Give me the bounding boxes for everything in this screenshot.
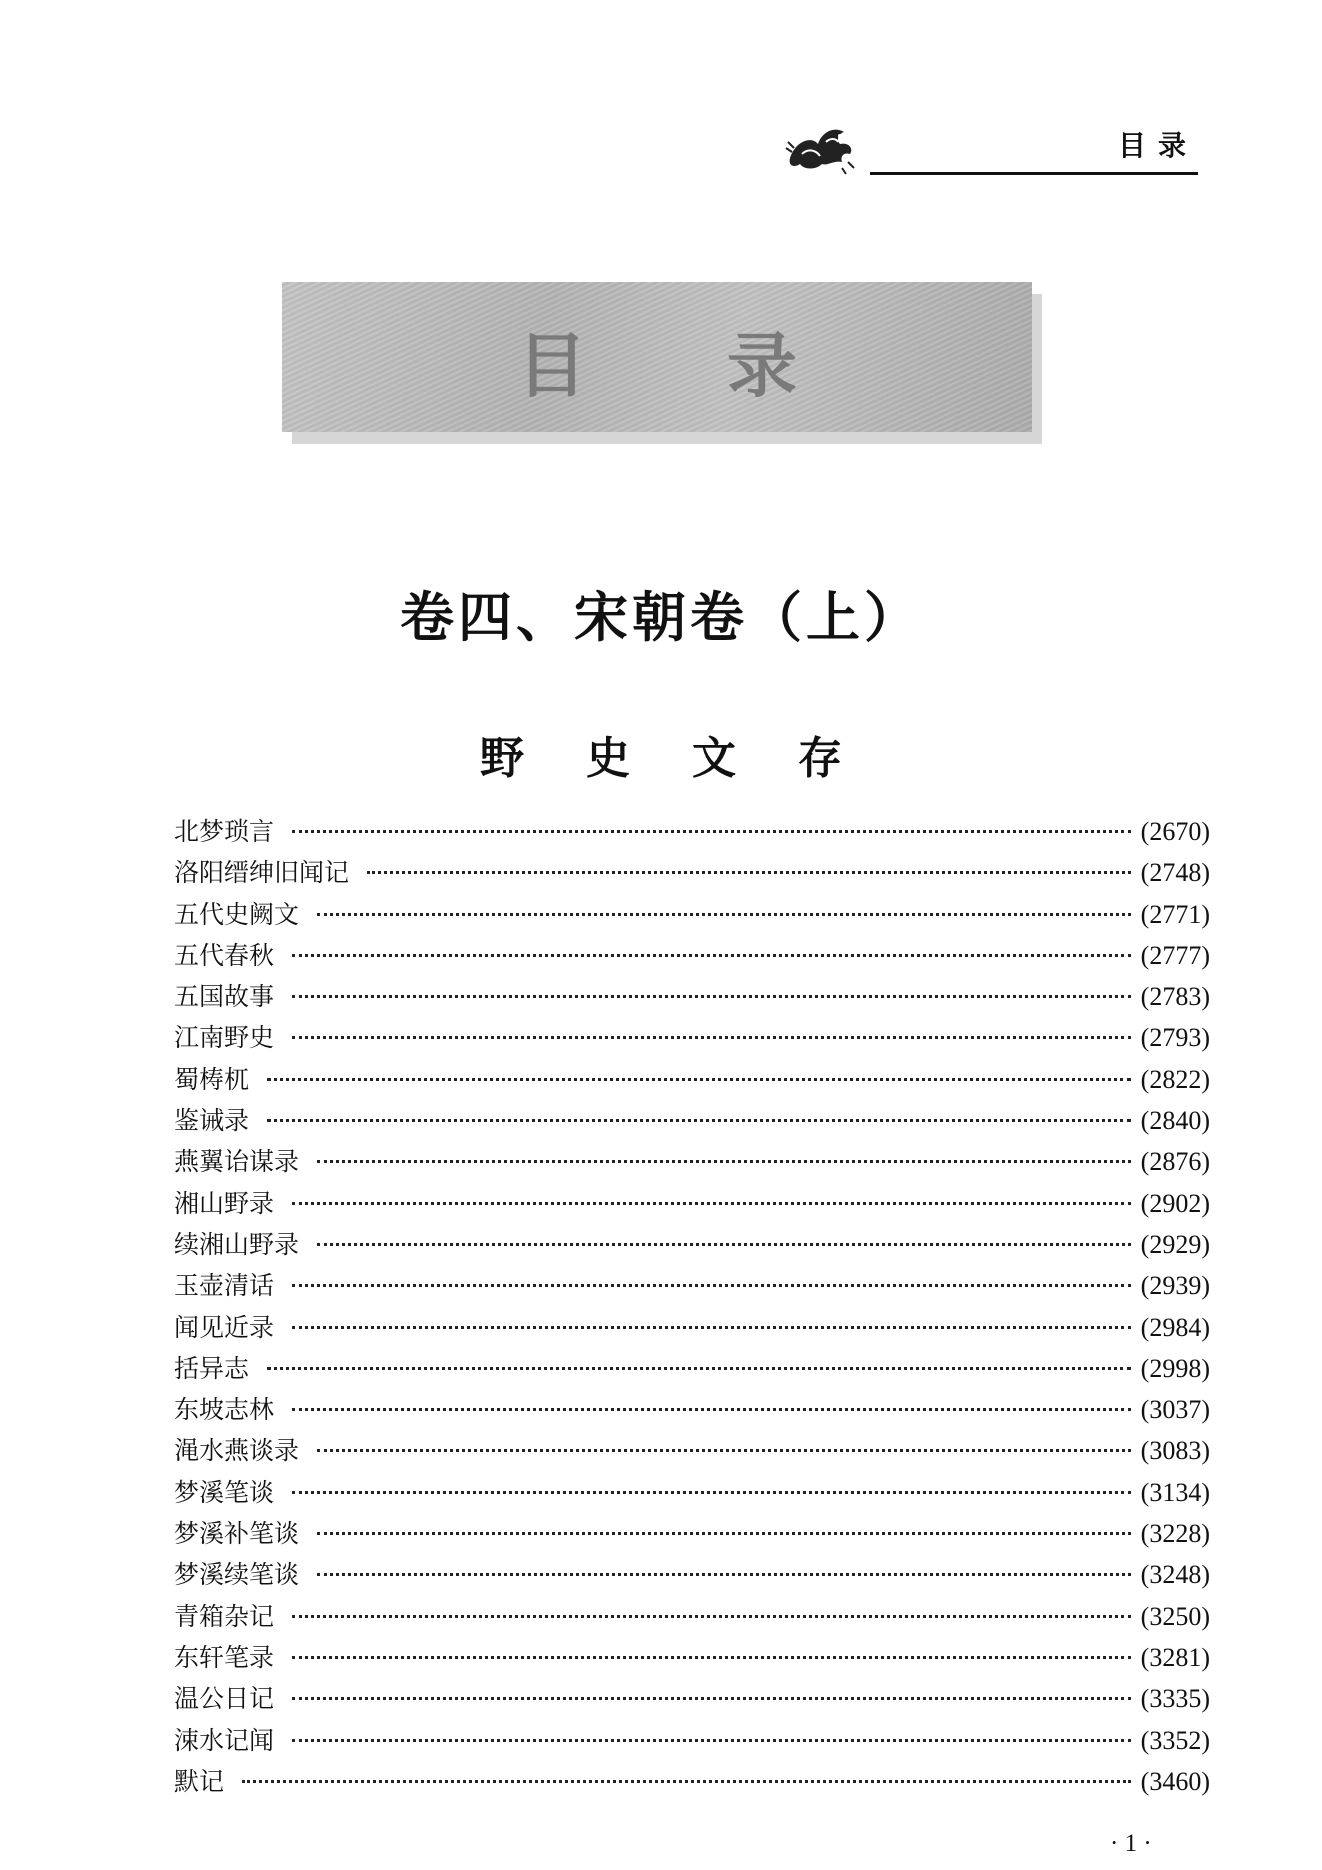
toc-entry-title: 江南野史	[174, 1023, 275, 1053]
toc-entry-page: (2771)	[1140, 899, 1210, 929]
dot-leader	[317, 1573, 1131, 1576]
toc-entry[interactable]	[174, 1390, 1210, 1431]
toc-entry-page: (2822)	[1140, 1064, 1210, 1094]
dot-leader	[292, 1491, 1131, 1494]
toc-entry-title: 青箱杂记	[174, 1601, 275, 1631]
toc-entry-page: (3134)	[1140, 1477, 1210, 1507]
title-banner	[282, 282, 1032, 432]
toc-entry-title: 梦溪笔谈	[174, 1477, 275, 1507]
dragon-icon	[782, 118, 858, 176]
toc-entry-page: (2748)	[1140, 858, 1210, 888]
toc-entry[interactable]	[174, 1018, 1210, 1059]
dot-leader	[292, 1326, 1131, 1329]
toc-entry-title: 鉴诫录	[174, 1106, 250, 1136]
toc-entry-page: (2929)	[1140, 1229, 1210, 1259]
toc-entry[interactable]	[174, 1142, 1210, 1183]
toc-entry-page: (2998)	[1140, 1353, 1210, 1383]
toc-entry[interactable]	[174, 1060, 1210, 1101]
toc-entry-title: 洛阳缙绅旧闻记	[174, 858, 350, 888]
toc-list	[174, 812, 1210, 1803]
toc-entry-page: (2783)	[1140, 982, 1210, 1012]
toc-entry[interactable]	[174, 1473, 1210, 1514]
section-title: 野史文存	[480, 733, 904, 784]
toc-entry-page: (2670)	[1140, 817, 1210, 846]
toc-entry[interactable]	[174, 1266, 1210, 1307]
toc-entry-title: 括异志	[174, 1353, 250, 1383]
toc-entry-title: 五国故事	[174, 982, 275, 1012]
toc-entry-title: 闻见近录	[174, 1312, 275, 1342]
toc-entry-page: (3083)	[1140, 1436, 1210, 1466]
toc-entry[interactable]	[174, 1184, 1210, 1225]
toc-entry-title: 梦溪补笔谈	[174, 1519, 300, 1549]
toc-entry[interactable]	[174, 936, 1210, 977]
toc-entry-title: 梦溪续笔谈	[174, 1560, 300, 1590]
dot-leader	[292, 1202, 1131, 1205]
toc-entry-title: 渑水燕谈录	[174, 1436, 300, 1466]
toc-entry-page: (3281)	[1140, 1642, 1210, 1672]
dot-leader	[292, 830, 1131, 833]
toc-entry-page: (3352)	[1140, 1725, 1210, 1755]
dot-leader	[367, 871, 1131, 874]
toc-entry-title: 玉壶清话	[174, 1271, 275, 1301]
toc-entry-title: 续湘山野录	[174, 1229, 300, 1259]
dot-leader	[317, 1532, 1131, 1535]
header-title: 目录	[1117, 129, 1198, 162]
dot-leader	[267, 1119, 1131, 1122]
dot-leader	[292, 1036, 1131, 1039]
dot-leader	[292, 1284, 1131, 1287]
dot-leader	[292, 1615, 1131, 1618]
toc-entry-title: 蜀梼杌	[174, 1064, 250, 1094]
dot-leader	[292, 954, 1131, 957]
toc-entry-title: 五代史阙文	[174, 899, 300, 929]
toc-entry[interactable]	[174, 1555, 1210, 1596]
dot-leader	[292, 1739, 1131, 1742]
dot-leader	[267, 1367, 1131, 1370]
dot-leader	[317, 913, 1131, 916]
toc-entry-title: 涑水记闻	[174, 1725, 275, 1755]
dot-leader	[317, 1160, 1131, 1163]
toc-entry[interactable]	[174, 1225, 1210, 1266]
volume-title: 卷四、宋朝卷（上）	[400, 586, 922, 649]
toc-entry-page: (3335)	[1140, 1684, 1210, 1714]
toc-entry[interactable]	[174, 1308, 1210, 1349]
toc-entry-page: (3250)	[1140, 1601, 1210, 1631]
toc-entry-page: (2793)	[1140, 1023, 1210, 1053]
dot-leader	[292, 995, 1131, 998]
dot-leader	[242, 1780, 1131, 1783]
toc-entry-title: 东坡志林	[174, 1395, 275, 1425]
dot-leader	[292, 1697, 1131, 1700]
toc-entry-title: 五代春秋	[174, 940, 275, 970]
toc-entry-title: 东轩笔录	[174, 1642, 275, 1672]
toc-entry[interactable]	[174, 1721, 1210, 1762]
toc-entry-page: (3460)	[1140, 1766, 1210, 1796]
toc-entry-page: (2939)	[1140, 1271, 1210, 1301]
dot-leader	[292, 1656, 1131, 1659]
banner-title: 目录	[517, 325, 937, 407]
toc-entry[interactable]	[174, 1514, 1210, 1555]
toc-entry-page: (2876)	[1140, 1147, 1210, 1177]
dot-leader	[317, 1449, 1131, 1452]
dot-leader	[292, 1408, 1131, 1411]
toc-entry-title: 北梦琐言	[174, 817, 275, 846]
toc-entry-page: (3248)	[1140, 1560, 1210, 1590]
toc-entry-page: (2840)	[1140, 1106, 1210, 1136]
toc-entry-title: 湘山野录	[174, 1188, 275, 1218]
toc-entry[interactable]	[174, 1431, 1210, 1472]
toc-entry[interactable]	[174, 1638, 1210, 1679]
dot-leader	[317, 1243, 1131, 1246]
toc-entry[interactable]	[174, 1762, 1210, 1803]
toc-entry[interactable]	[174, 853, 1210, 894]
toc-entry[interactable]	[174, 1101, 1210, 1142]
dot-leader	[267, 1078, 1131, 1081]
toc-entry-page: (3228)	[1140, 1519, 1210, 1549]
toc-entry-title: 默记	[174, 1766, 225, 1796]
toc-entry[interactable]	[174, 1597, 1210, 1638]
toc-entry[interactable]	[174, 812, 1210, 853]
toc-entry-title: 温公日记	[174, 1684, 275, 1714]
page-number: · 1 ·	[1110, 1830, 1152, 1857]
toc-entry[interactable]	[174, 895, 1210, 936]
toc-entry[interactable]	[174, 1349, 1210, 1390]
toc-entry-page: (3037)	[1140, 1395, 1210, 1425]
toc-entry[interactable]	[174, 1679, 1210, 1720]
running-header	[770, 110, 1198, 180]
toc-entry-title: 燕翼诒谋录	[174, 1147, 300, 1177]
toc-entry[interactable]	[174, 977, 1210, 1018]
toc-entry-page: (2902)	[1140, 1188, 1210, 1218]
header-rule	[870, 172, 1198, 175]
toc-entry-page: (2777)	[1140, 940, 1210, 970]
toc-entry-page: (2984)	[1140, 1312, 1210, 1342]
